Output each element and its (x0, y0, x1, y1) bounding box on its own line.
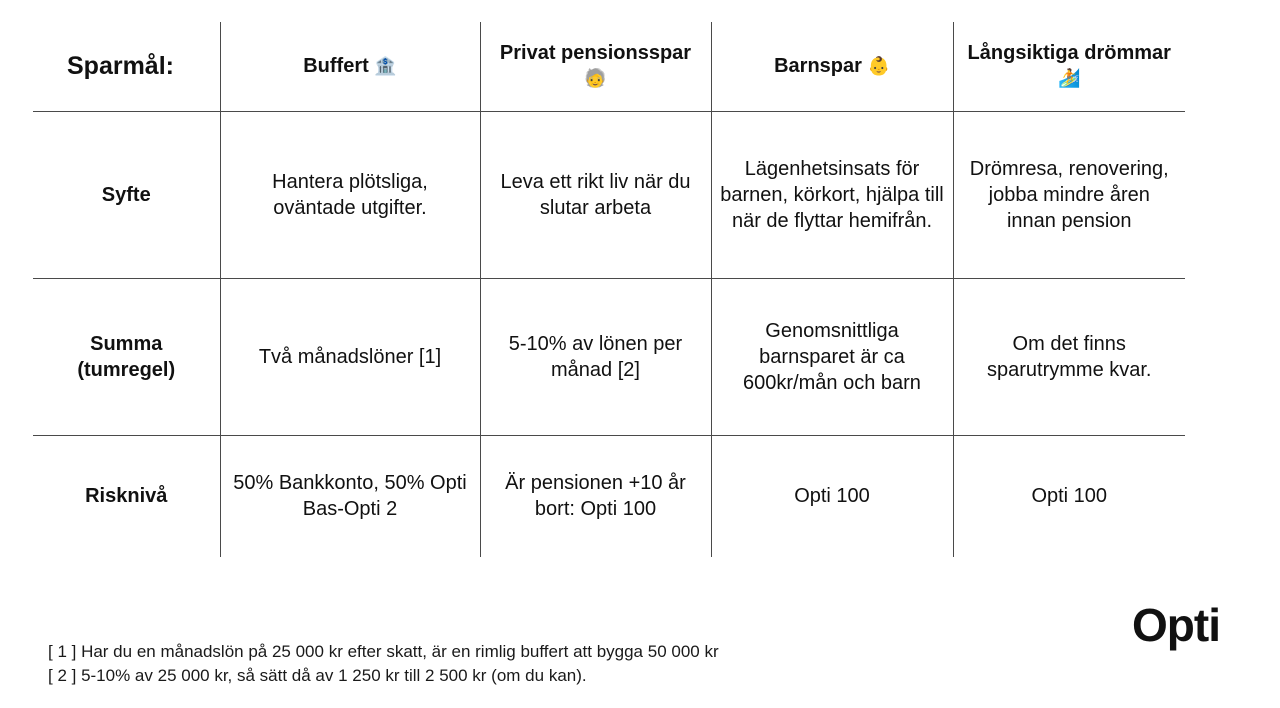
table-cell: Genomsnittliga barnsparet är ca 600kr/mån och barn (711, 278, 953, 435)
table-cell: 5-10% av lönen per månad [2] (480, 278, 711, 435)
row-header-summa: Summa (tumregel) (33, 278, 220, 435)
header-row (33, 22, 1185, 111)
opti-logo: Opti (1132, 599, 1220, 651)
column-header-label: Privat pensionsspar (499, 42, 692, 65)
older-person-icon: 🧓 (584, 68, 607, 90)
table-cell: Är pensionen +10 år bort: Opti 100 (480, 435, 711, 557)
surfer-icon: 🏄 (1058, 68, 1081, 90)
table-cell: Om det finns sparutrymme kvar. (953, 278, 1185, 435)
column-header-label: Barnspar (774, 54, 862, 77)
bank-icon: 🏦 (374, 55, 397, 77)
footnote-2: [ 2 ] 5-10% av 25 000 kr, så sätt då av 1 250 kr till 2 500 kr (om du kan). (48, 666, 587, 685)
column-header-barnspar (711, 22, 953, 111)
column-header-buffert (220, 22, 480, 111)
footnote-1: [ 1 ] Har du en månadslön på 25 000 kr efter skatt, är en rimlig buffert att bygga 50 000 kr (48, 642, 719, 661)
baby-icon: 👶 (867, 55, 890, 77)
column-header-label: Buffert (303, 54, 369, 77)
footnotes (48, 640, 719, 688)
table-row (33, 111, 1185, 278)
corner-label: Sparmål: (67, 51, 174, 80)
column-header-pension (480, 22, 711, 111)
table-cell: Leva ett rikt liv när du slutar arbeta (480, 111, 711, 278)
table-cell: 50% Bankkonto, 50% Opti Bas-Opti 2 (220, 435, 480, 557)
savings-goals-table (33, 22, 1185, 557)
table-row (33, 278, 1185, 435)
table-cell: Hantera plötsliga, oväntade utgifter. (220, 111, 480, 278)
column-header-label: Långsiktiga drömmar (967, 42, 1171, 65)
table-cell: Två månadslöner [1] (220, 278, 480, 435)
table-row (33, 435, 1185, 557)
table-cell: Lägenhetsinsats för barnen, körkort, hjälpa till när de flyttar hemifrån. (711, 111, 953, 278)
row-header-syfte: Syfte (33, 111, 220, 278)
column-header-drommar (953, 22, 1185, 111)
table-cell: Drömresa, renovering, jobba mindre åren innan pension (953, 111, 1185, 278)
table-cell: Opti 100 (953, 435, 1185, 557)
row-header-riskniva: Risknivå (33, 435, 220, 557)
table-cell: Opti 100 (711, 435, 953, 557)
